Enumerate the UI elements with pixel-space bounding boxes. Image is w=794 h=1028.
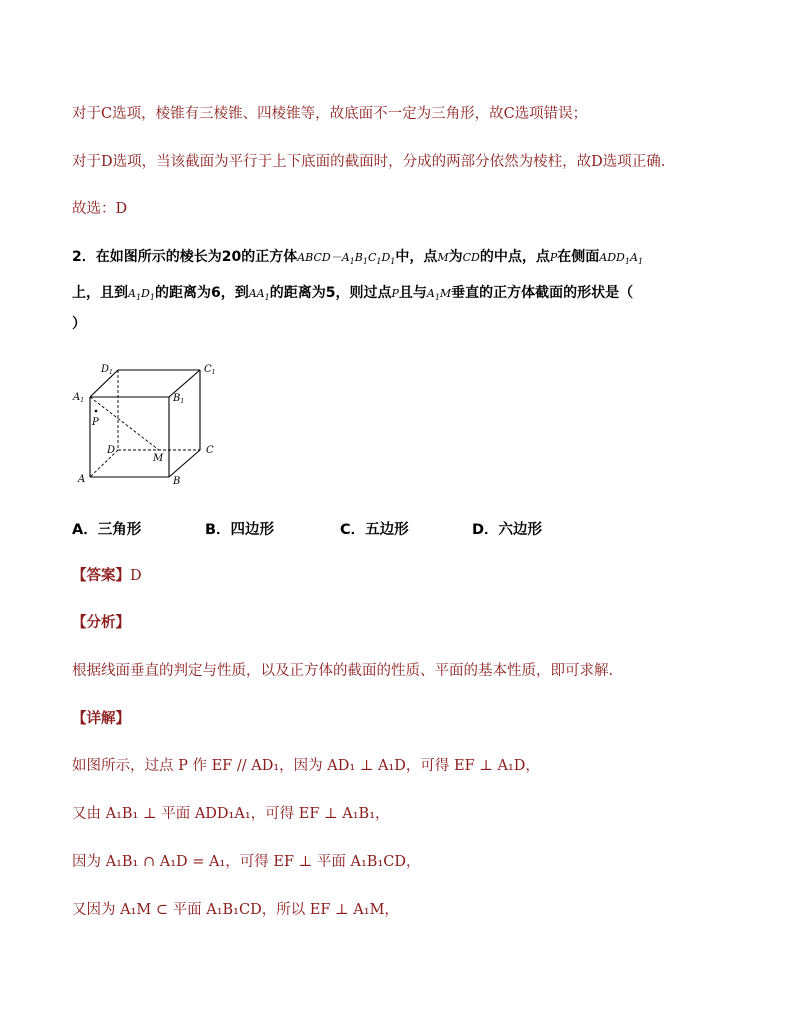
question-line-1 xyxy=(72,247,643,268)
question-text: 的距离为 xyxy=(269,285,326,301)
point-p: P xyxy=(549,251,558,264)
question-number: 2． xyxy=(72,249,96,265)
question-text: 的中点，点 xyxy=(479,249,550,265)
segment-a1m-hidden xyxy=(90,397,159,450)
question-text: 且与 xyxy=(398,285,427,301)
option-b: B．四边形 xyxy=(205,522,275,538)
option-d: D．六边形 xyxy=(472,522,543,538)
question-line-3: ） xyxy=(72,316,86,332)
label-a: A xyxy=(78,474,86,485)
cube-figure xyxy=(72,360,232,490)
distance-2: 5 xyxy=(325,285,336,301)
detail-line-1: 如图所示，过点 P 作 EF // AD₁，因为 AD₁ ⊥ A₁D，可得 EF ⊥ A₁D， xyxy=(72,758,540,774)
prev-c-option: 对于C选项，棱锥有三棱锥、四棱锥等，故底面不一定为三角形，故C选项错误； xyxy=(72,106,588,122)
label-d: D xyxy=(107,445,116,456)
option-a: A．三角形 xyxy=(72,522,142,538)
edge-length: 20 xyxy=(221,249,242,265)
question-text: 的正方体 xyxy=(241,249,298,265)
distance-1: 6 xyxy=(210,285,221,301)
label-b1: $B_1$ xyxy=(173,393,185,405)
label-c: C xyxy=(206,445,214,456)
label-c1: $C_1$ xyxy=(204,364,216,376)
segment-a1d1: $A_1D_1$ xyxy=(128,287,155,302)
answer-line xyxy=(72,566,142,586)
edge-cb xyxy=(169,450,200,477)
label-p: P xyxy=(92,417,99,428)
segment-a1m: $A_1M$ xyxy=(426,287,452,302)
question-text: 垂直的正方体截面的形状是（ xyxy=(451,285,634,301)
prev-d-option: 对于D选项，当该截面为平行于上下底面的截面时，分成的两部分依然为棱柱，故D选项正确. xyxy=(72,154,666,170)
question-text: 上，且到 xyxy=(72,285,128,301)
question-line-2 xyxy=(72,283,633,304)
question-text: 在侧面 xyxy=(557,249,600,265)
question-text: ，则过点 xyxy=(335,285,392,301)
segment-aa1: $AA_1$ xyxy=(248,287,270,302)
point-p: P xyxy=(391,287,399,300)
label-a1: $A_1$ xyxy=(73,392,85,404)
prev-select: 故选：D xyxy=(72,201,128,217)
detail-line-2: 又由 A₁B₁ ⊥ 平面 ADD₁A₁，可得 EF ⊥ A₁B₁， xyxy=(72,806,390,822)
face-add1a1: $ADD_1A_1$ xyxy=(599,251,644,266)
answer-value: D xyxy=(130,568,142,584)
question-text: 在如图所示的棱长为 xyxy=(95,249,222,265)
option-c: C．五边形 xyxy=(340,522,409,538)
cube-name: $ABCD-A_1B_1C_1D_1$ xyxy=(297,251,396,266)
question-text: 的距离为 xyxy=(154,285,211,301)
analysis-tag: 【分析】 xyxy=(72,614,130,631)
label-d1: $D_1$ xyxy=(101,364,113,376)
analysis-text: 根据线面垂直的判定与性质，以及正方体的截面的性质、平面的基本性质，即可求解. xyxy=(72,663,614,679)
segment-cd: CD xyxy=(462,251,480,264)
detail-line-4: 又因为 A₁M ⊂ 平面 A₁B₁CD，所以 EF ⊥ A₁M， xyxy=(72,902,399,918)
question-text: ，到 xyxy=(220,285,249,301)
question-text: 为 xyxy=(448,249,463,265)
point-p-dot xyxy=(95,410,98,413)
label-m: M xyxy=(153,453,164,464)
question-text: 中，点 xyxy=(395,249,438,265)
detail-line-3: 因为 A₁B₁ ∩ A₁D = A₁，可得 EF ⊥ 平面 A₁B₁CD， xyxy=(72,854,421,870)
detail-tag: 【详解】 xyxy=(72,710,130,727)
point-m: M xyxy=(437,251,449,264)
label-b: B xyxy=(173,476,181,487)
answer-tag: 【答案】 xyxy=(72,567,130,584)
